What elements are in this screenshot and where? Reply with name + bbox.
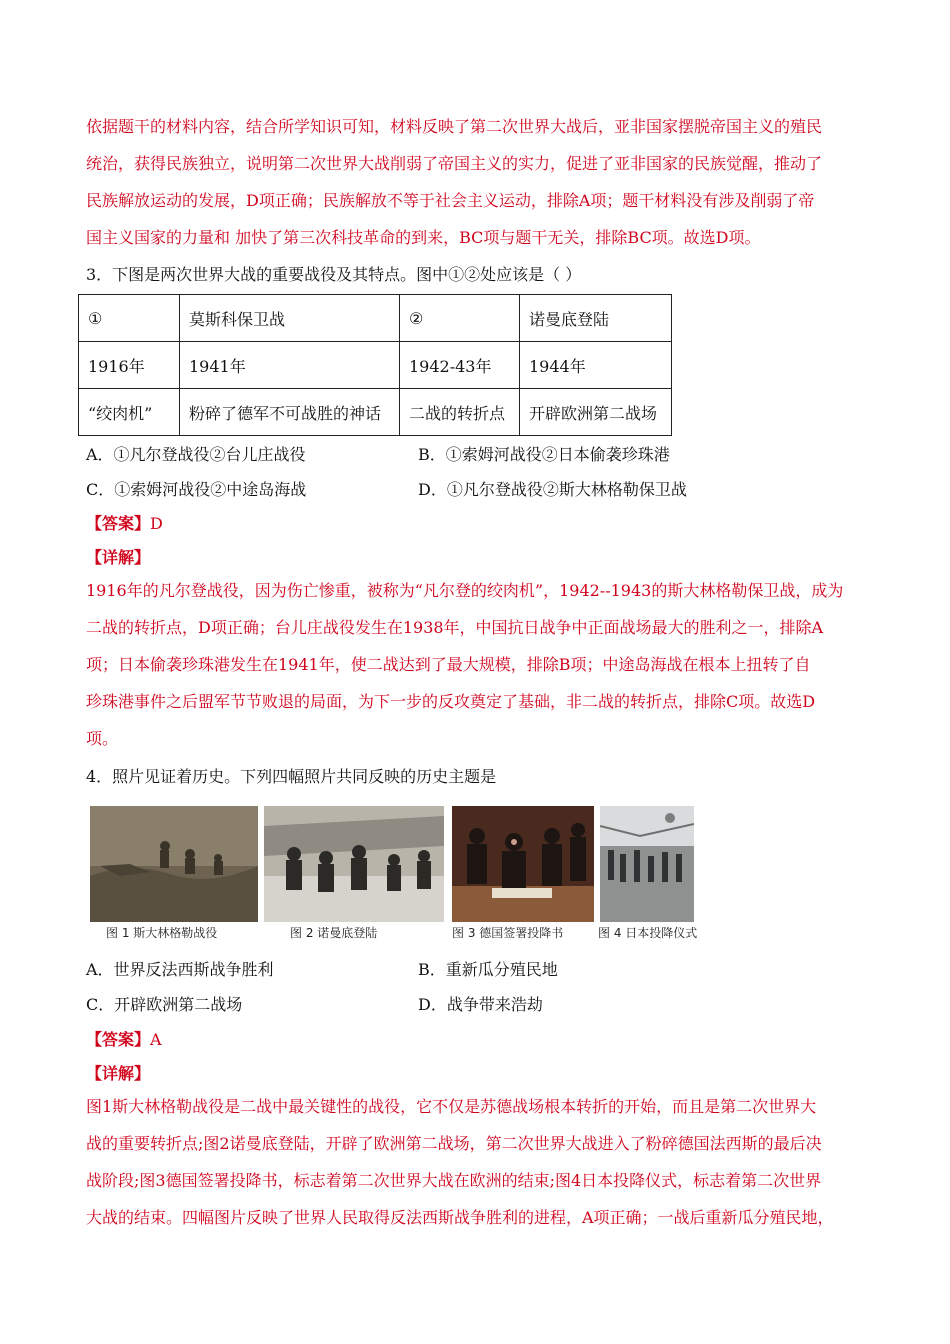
- table-cell: ①: [79, 295, 180, 342]
- q3-option-a: A．①凡尔登战役②台儿庄战役: [86, 445, 306, 464]
- table-cell: 莫斯科保卫战: [180, 295, 400, 342]
- intro-explanation: [86, 108, 866, 256]
- table-cell: 1941年: [180, 342, 400, 389]
- intro-line: 国主义国家的力量和 加快了第三次科技革命的到来，BC项与题干无关，排除BC项。故选D项。: [86, 228, 761, 247]
- table-cell: 1942-43年: [400, 342, 520, 389]
- q4-option-b: B．重新瓜分殖民地: [418, 960, 558, 979]
- q3-option-d: D．①凡尔登战役②斯大林格勒保卫战: [418, 480, 687, 499]
- photo-stalingrad: [90, 806, 258, 922]
- q3-detail-label: 【详解】: [86, 548, 151, 567]
- table-cell: ②: [400, 295, 520, 342]
- detail-line: 项；日本偷袭珍珠港发生在1941年，使二战达到了最大规模，排除B项；中途岛海战在根本上扭转了自: [86, 655, 811, 674]
- q3-stem: 3．下图是两次世界大战的重要战役及其特点。图中①②处应该是（ ）: [86, 265, 582, 284]
- answer-label: 【答案】: [86, 1030, 151, 1049]
- photo-caption: 图 2 诺曼底登陆: [290, 926, 378, 940]
- table-cell: 粉碎了德军不可战胜的神话: [180, 389, 400, 436]
- battle-table: [78, 294, 672, 436]
- intro-line: 民族解放运动的发展，D项正确；民族解放不等于社会主义运动，排除A项；题干材料没有涉及削弱了帝: [86, 191, 815, 210]
- table-cell: “绞肉机”: [79, 389, 180, 436]
- intro-line: 依据题干的材料内容，结合所学知识可知，材料反映了第二次世界大战后，亚非国家摆脱帝国主义的殖民: [86, 117, 823, 136]
- q4-option-c: C．开辟欧洲第二战场: [86, 995, 243, 1014]
- table-row: [79, 342, 672, 389]
- q3-detail: [86, 572, 866, 757]
- table-cell: 1916年: [79, 342, 180, 389]
- photo-japan-surrender: [600, 806, 694, 922]
- q4-option-d: D．战争带来浩劫: [418, 995, 543, 1014]
- table-cell: 诺曼底登陆: [520, 295, 672, 342]
- intro-line: 统治，获得民族独立，说明第二次世界大战削弱了帝国主义的实力，促进了亚非国家的民族觉醒，推动了: [86, 154, 823, 173]
- photo-caption: 图 4 日本投降仪式: [598, 926, 698, 940]
- detail-line: 珍珠港事件之后盟军节节败退的局面，为下一步的反攻奠定了基础，非二战的转折点，排除C项。故选D: [86, 692, 816, 711]
- table-row: [79, 295, 672, 342]
- photo-german-surrender: [452, 806, 594, 922]
- detail-line: 战阶段;图3德国签署投降书，标志着第二次世界大战在欧洲的结束;图4日本投降仪式，标志着第二次世界: [86, 1171, 822, 1190]
- detail-line: 1916年的凡尔登战役，因为伤亡惨重，被称为“凡尔登的绞肉机”，1942--1943的斯大林格勒保卫战，成为: [86, 581, 844, 600]
- table-row: [79, 389, 672, 436]
- q4-option-a: A．世界反法西斯战争胜利: [86, 960, 274, 979]
- table-cell: 二战的转折点: [400, 389, 520, 436]
- q3-option-b: B．①索姆河战役②日本偷袭珍珠港: [418, 445, 670, 464]
- q4-detail-label: 【详解】: [86, 1064, 151, 1083]
- detail-line: 二战的转折点，D项正确；台儿庄战役发生在1938年，中国抗日战争中正面战场最大的胜利之一，排除A: [86, 618, 824, 637]
- answer-label: 【答案】: [86, 514, 151, 533]
- q3-option-c: C．①索姆河战役②中途岛海战: [86, 480, 307, 499]
- detail-line: 大战的结束。四幅图片反映了世界人民取得反法西斯战争胜利的进程，A项正确；一战后重新瓜分殖民地，: [86, 1208, 834, 1227]
- q4-answer: [86, 1027, 162, 1050]
- q3-answer: [86, 511, 163, 534]
- photo-normandy: [264, 806, 444, 922]
- q4-detail: [86, 1088, 866, 1236]
- table-cell: 开辟欧洲第二战场: [520, 389, 672, 436]
- answer-value: D: [150, 514, 163, 533]
- table-cell: 1944年: [520, 342, 672, 389]
- photo-caption: 图 1 斯大林格勒战役: [106, 926, 218, 940]
- answer-value: A: [150, 1030, 162, 1049]
- photo-caption: 图 3 德国签署投降书: [452, 926, 564, 940]
- detail-line: 图1斯大林格勒战役是二战中最关键性的战役，它不仅是苏德战场根本转折的开始，而且是第二次世界大: [86, 1097, 817, 1116]
- photo-strip: [90, 806, 720, 948]
- detail-line: 项。: [86, 729, 119, 748]
- q4-stem: 4．照片见证着历史。下列四幅照片共同反映的历史主题是: [86, 767, 497, 786]
- detail-line: 战的重要转折点;图2诺曼底登陆，开辟了欧洲第二战场，第二次世界大战进入了粉碎德国法西斯的最后决: [86, 1134, 822, 1153]
